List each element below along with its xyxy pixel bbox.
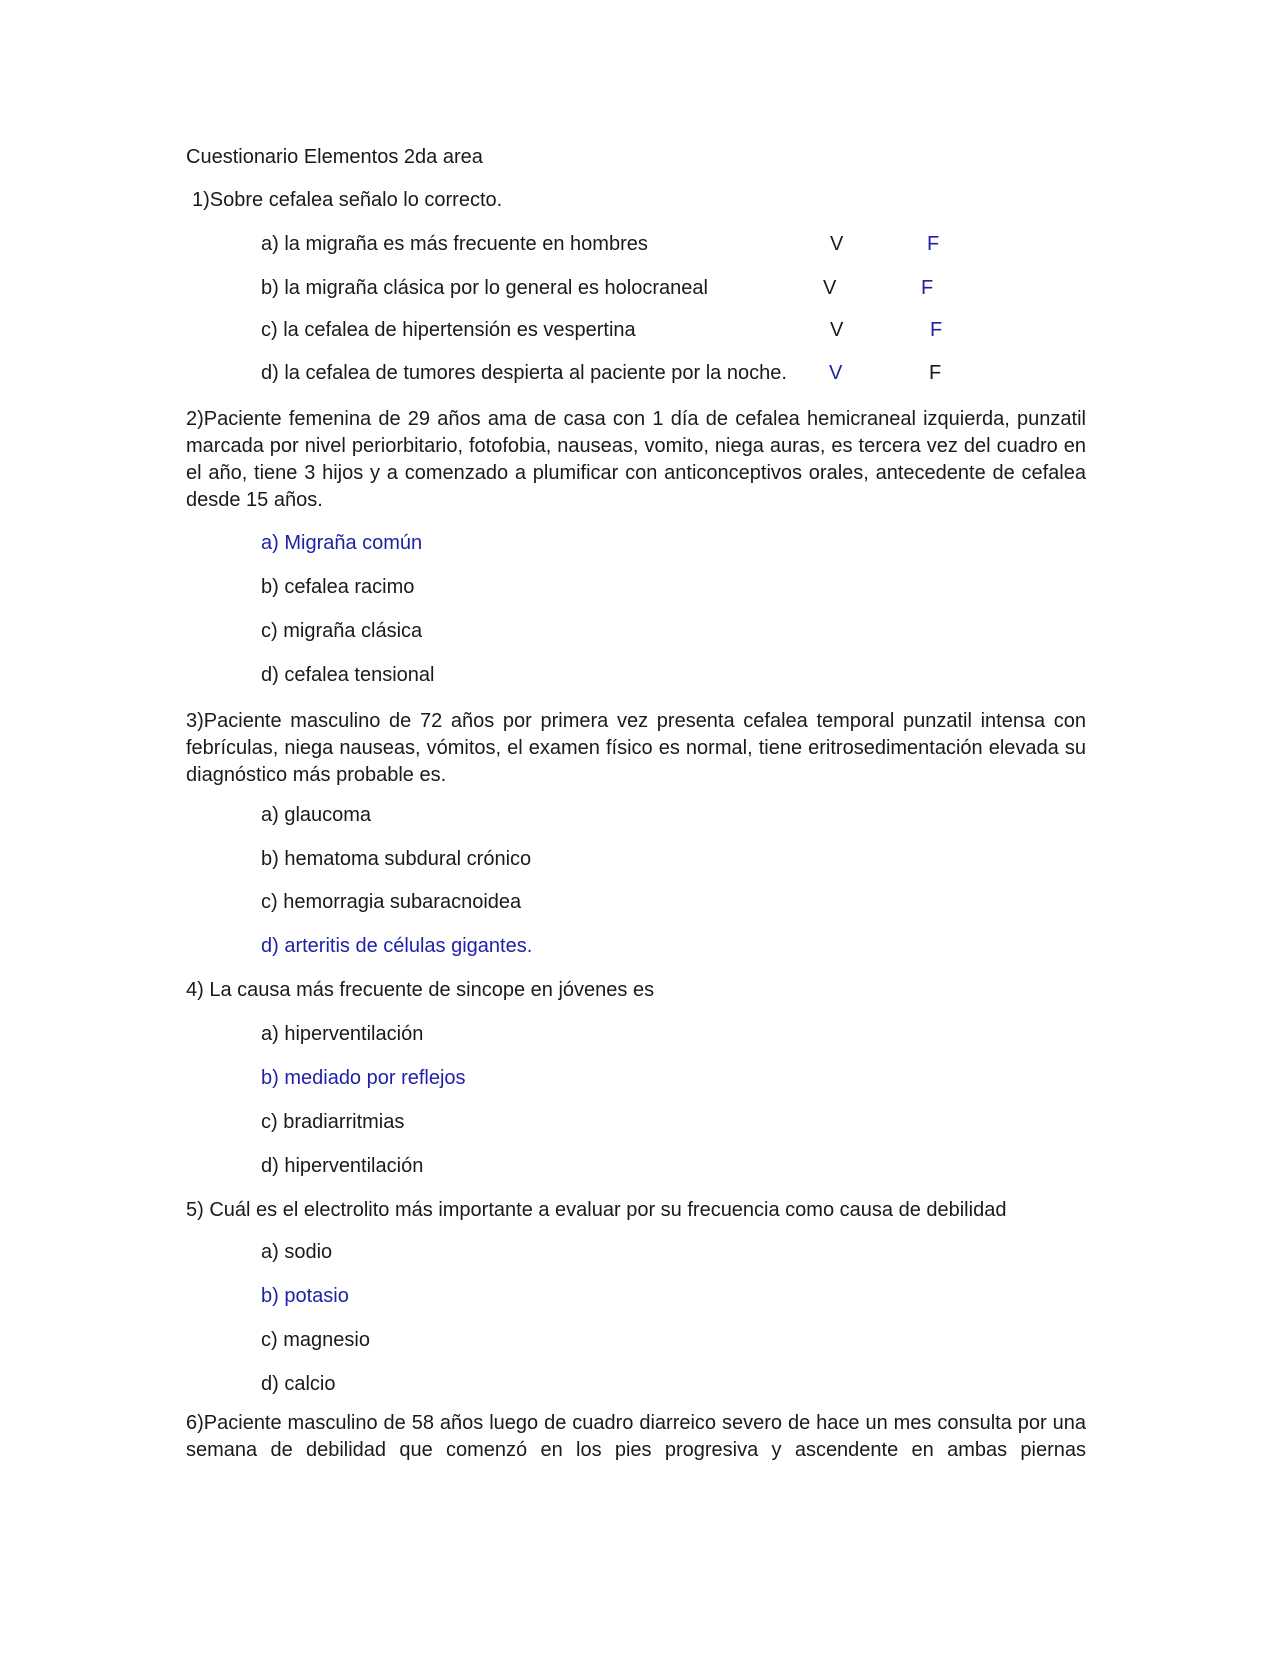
- q3-option-b: b) hematoma subdural crónico: [261, 848, 532, 870]
- q5-option-d: d) calcio: [261, 1373, 336, 1395]
- q3-option-c: c) hemorragia subaracnoidea: [261, 891, 522, 913]
- q3-option-d-answer: d) arteritis de células gigantes.: [261, 935, 533, 957]
- q5-option-c: c) magnesio: [261, 1329, 370, 1351]
- q4-option-d: d) hiperventilación: [261, 1155, 424, 1177]
- q1-item-d-f: F: [929, 362, 942, 384]
- question-4-stem: 4) La causa más frecuente de sincope en jóvenes es: [186, 979, 655, 1001]
- q1-item-a-v: V: [830, 233, 844, 255]
- question-2-stem: 2)Paciente femenina de 29 años ama de casa con 1 día de cefalea hemicraneal izquierda, punzatil marcada por nivel periorbitario, fotofobia, nauseas, vomito, niega auras, es tercera vez del cuadro en el año, tiene 3 hijos y a comenzado a plumificar con anticonceptivos orales, antecedente de cefalea desde 15 años.: [186, 408, 1086, 511]
- q2-option-c: c) migraña clásica: [261, 620, 423, 642]
- question-1-stem: 1)Sobre cefalea señalo lo correcto.: [192, 189, 503, 211]
- q3-option-a: a) glaucoma: [261, 804, 372, 826]
- question-6-stem: 6)Paciente masculino de 58 años luego de cuadro diarreico severo de hace un mes consulta por una semana de debilidad que comenzó en los pies progresiva y ascendente en ambas piernas: [186, 1412, 1086, 1461]
- q4-option-a: a) hiperventilación: [261, 1023, 424, 1045]
- question-5-stem: 5) Cuál es el electrolito más importante a evaluar por su frecuencia como causa de debilidad: [186, 1199, 1007, 1221]
- q1-item-c: c) la cefalea de hipertensión es vespertina: [261, 319, 636, 341]
- q4-option-c: c) bradiarritmias: [261, 1111, 405, 1133]
- q1-item-a-f-answer: F: [927, 233, 940, 255]
- q2-option-d: d) cefalea tensional: [261, 664, 435, 686]
- q2-option-a-answer: a) Migraña común: [261, 532, 423, 554]
- q1-item-b: b) la migraña clásica por lo general es holocraneal: [261, 277, 708, 299]
- q1-item-b-f-answer: F: [921, 277, 934, 299]
- q2-option-b: b) cefalea racimo: [261, 576, 415, 598]
- question-3-stem: 3)Paciente masculino de 72 años por primera vez presenta cefalea temporal punzatil intensa con febrículas, niega nauseas, vómitos, el examen físico es normal, tiene eritrosedimentación elevada su diagnóstico más probable es.: [186, 710, 1086, 786]
- q1-item-d: d) la cefalea de tumores despierta al paciente por la noche.: [261, 362, 787, 384]
- q1-item-d-v-answer: V: [829, 362, 843, 384]
- q5-option-a: a) sodio: [261, 1241, 333, 1263]
- q1-item-a: a) la migraña es más frecuente en hombres: [261, 233, 648, 255]
- q4-option-b-answer: b) mediado por reflejos: [261, 1067, 466, 1089]
- q1-item-c-v: V: [830, 319, 844, 341]
- q1-item-b-v: V: [823, 277, 837, 299]
- q5-option-b-answer: b) potasio: [261, 1285, 349, 1307]
- q1-item-c-f-answer: F: [930, 319, 943, 341]
- document-title: Cuestionario Elementos 2da area: [186, 146, 483, 168]
